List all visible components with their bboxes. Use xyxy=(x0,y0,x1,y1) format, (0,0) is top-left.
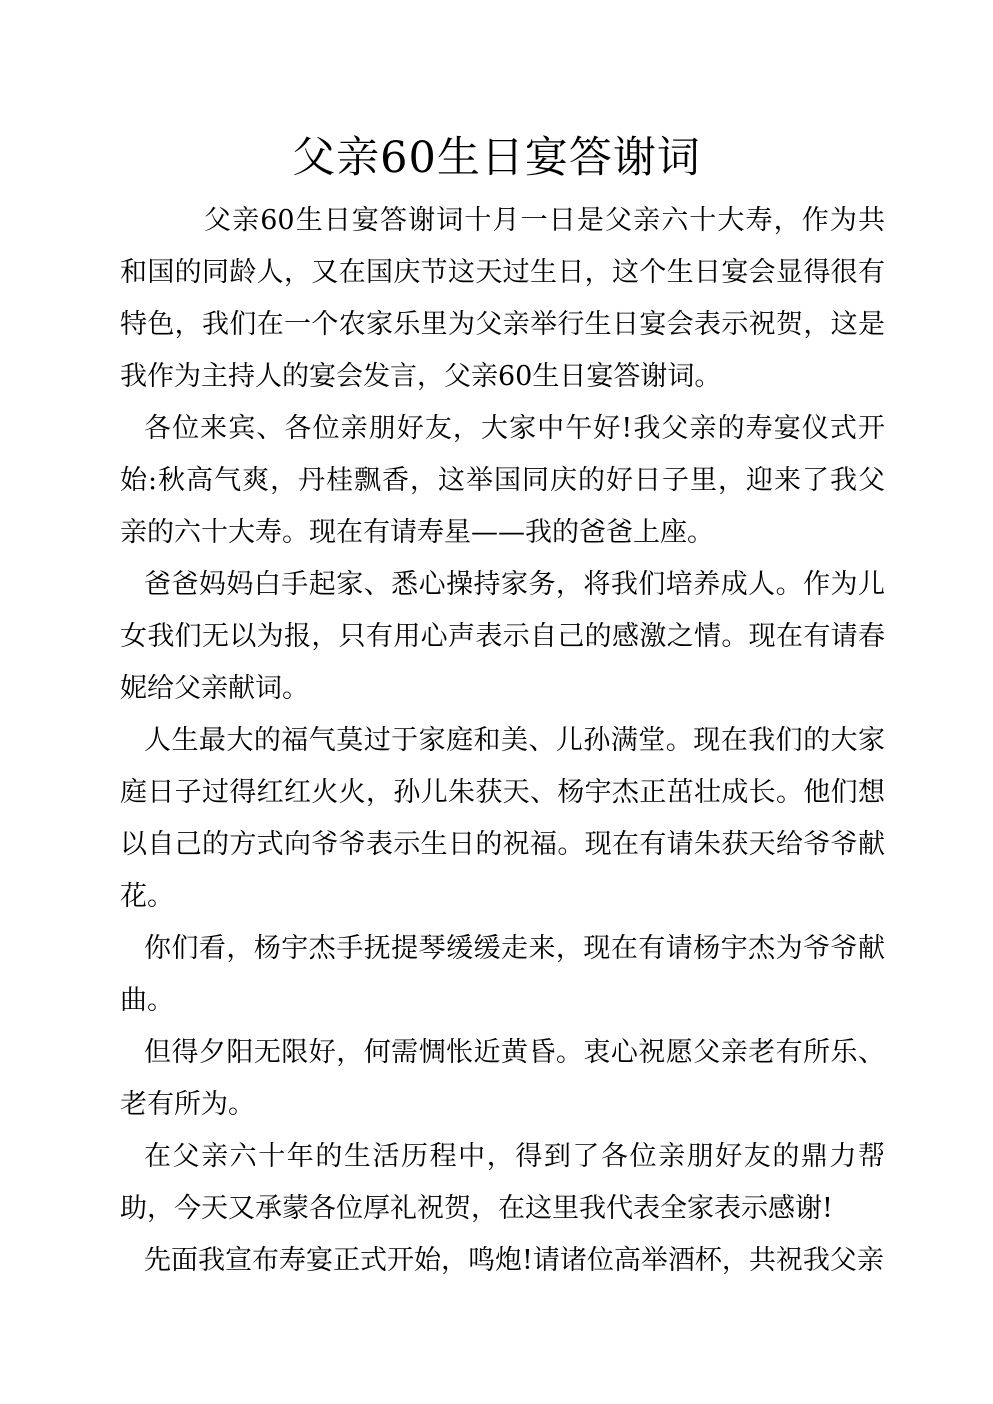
paragraph-parents: 爸爸妈妈白手起家、悉心操持家务，将我们培养成人。作为儿女我们无以为报，只有用心声表示自己的感激之情。现在有请春妮给父亲献词。 xyxy=(120,569,885,704)
paragraph-thanks: 在父亲六十年的生活历程中，得到了各位亲朋好友的鼎力帮助，今天又承蒙各位厚礼祝贺，在这里我代表全家表示感谢! xyxy=(120,1141,885,1224)
paragraph-toast: 先面我宣布寿宴正式开始，鸣炮!请诸位高举酒杯，共祝我父亲 xyxy=(144,1245,884,1276)
paragraph-blessing: 但得夕阳无限好，何需惆怅近黄昏。衷心祝愿父亲老有所乐、老有所为。 xyxy=(120,1037,885,1120)
document-body xyxy=(120,195,885,1287)
paragraph-opening: 各位来宾、各位亲朋好友，大家中午好!我父亲的寿宴仪式开始:秋高气爽，丹桂飘香，这举国同庆的好日子里，迎来了我父亲的六十大寿。现在有请寿星——我的爸爸上座。 xyxy=(120,413,885,548)
paragraph-intro: 父亲60生日宴答谢词十月一日是父亲六十大寿，作为共和国的同龄人，又在国庆节这天过生日，这个生日宴会显得很有特色，我们在一个农家乐里为父亲举行生日宴会表示祝贺，这是我作为主持人的宴会发言，父亲60生日宴答谢词。 xyxy=(120,205,885,392)
paragraph-grandchildren: 人生最大的福气莫过于家庭和美、儿孙满堂。现在我们的大家庭日子过得红红火火，孙儿朱获天、杨宇杰正茁壮成长。他们想以自己的方式向爷爷表示生日的祝福。现在有请朱获天给爷爷献花。 xyxy=(120,725,885,912)
document-title: 父亲60生日宴答谢词 xyxy=(292,133,701,183)
paragraph-violin: 你们看，杨宇杰手抚提琴缓缓走来，现在有请杨宇杰为爷爷献曲。 xyxy=(120,933,885,1016)
